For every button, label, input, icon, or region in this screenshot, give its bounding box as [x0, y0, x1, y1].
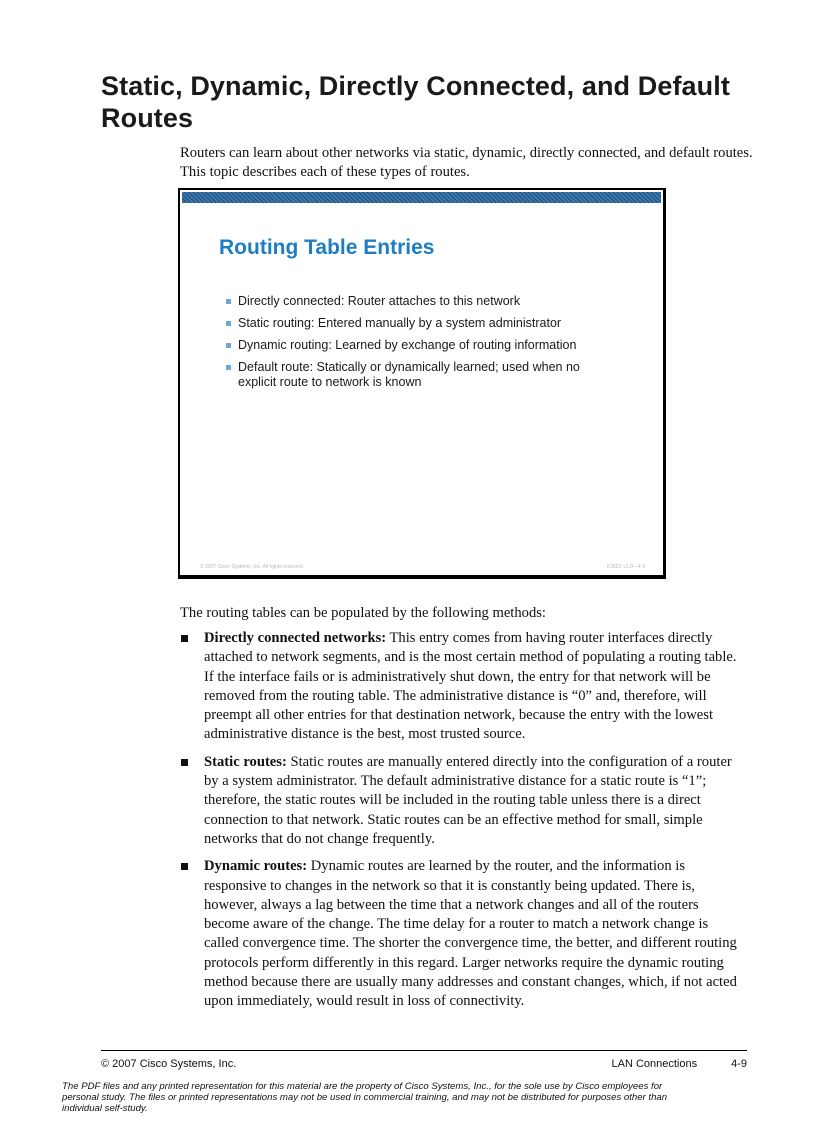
footer-page-number: 4-9	[731, 1058, 747, 1070]
slide-bullet-text: Dynamic routing: Learned by exchange of routing information	[238, 338, 577, 352]
footer-page-info	[611, 1058, 747, 1070]
slide-code: ICND1 v1.0—4-9	[606, 564, 645, 570]
method-text: This entry comes from having router interfaces directly attached to network segments, and is the most certain method of populating a routing table. If the interface fails or is administratively shut down, the entry for that network will be removed from the routing table. The administrative distance is “0” and, therefore, will preempt all other entries for that destination network, because the entry with the lowest administrative distance is the best, most trusted source.	[204, 630, 737, 743]
square-bullet-icon	[181, 863, 188, 870]
slide-bullet-item	[226, 360, 616, 390]
intro-paragraph: Routers can learn about other networks via static, dynamic, directly connected, and default routes. This topic describes each of these types of routes.	[180, 145, 753, 180]
square-bullet-icon	[226, 365, 231, 370]
slide-header-band	[182, 192, 661, 203]
square-bullet-icon	[226, 343, 231, 348]
footer-section: LAN Connections	[611, 1058, 698, 1070]
square-bullet-icon	[226, 299, 231, 304]
slide-bullet-list	[226, 294, 616, 397]
footer-disclaimer: The PDF files and any printed representation for this material are the property of Cisco Systems, Inc., for the sole use by Cisco employees for personal study. The files or printed representations may not be used in commercial training, and may not be distributed for purposes other than individual self-study.	[62, 1081, 668, 1114]
method-item	[180, 753, 746, 849]
method-item	[180, 857, 746, 1011]
square-bullet-icon	[226, 321, 231, 326]
slide-bullet-text: Static routing: Entered manually by a system administrator	[238, 316, 562, 330]
square-bullet-icon	[181, 635, 188, 642]
method-term: Dynamic routes:	[204, 858, 308, 875]
slide-bullet-item	[226, 316, 616, 331]
page-heading: Static, Dynamic, Directly Connected, and Default Routes	[101, 71, 730, 133]
slide-bullet-item	[226, 338, 616, 353]
methods-list	[180, 629, 746, 1020]
footer-copyright: © 2007 Cisco Systems, Inc.	[101, 1058, 237, 1070]
square-bullet-icon	[181, 759, 188, 766]
slide-copyright: © 2007 Cisco Systems, Inc. All rights reserved.	[200, 564, 305, 570]
method-item	[180, 629, 746, 745]
method-text: Dynamic routes are learned by the router, and the information is responsive to changes in the network so that it is constantly being updated. There is, however, always a lag between the time that a network changes and all of the routers become aware of the change. The time delay for a router to match a network change is called convergence time. The shorter the convergence time, the better, and different routing protocols perform differently in this regard. Larger networks require the dynamic routing method because there are usually many addresses and constant changes, which, if not acted upon immediately, would result in loss of connectivity.	[204, 858, 737, 1010]
methods-lead: The routing tables can be populated by the following methods:	[180, 605, 546, 621]
slide-figure	[178, 188, 666, 579]
slide-bullet-text: Directly connected: Router attaches to this network	[238, 294, 521, 308]
footer-divider	[101, 1050, 747, 1051]
slide-bullet-item	[226, 294, 616, 309]
method-text: Static routes are manually entered directly into the configuration of a router by a system administrator. The default administrative distance for a static route is “1”; therefore, the static routes will be included in the routing table unless there is a direct connection to that network. Static routes can be an effective method for small, simple networks that do not change frequently.	[204, 753, 732, 847]
method-term: Directly connected networks:	[204, 630, 387, 646]
slide-title: Routing Table Entries	[219, 236, 435, 259]
slide-bullet-text: Default route: Statically or dynamically learned; used when no explicit route to network is known	[238, 360, 580, 389]
method-term: Static routes:	[204, 753, 287, 770]
